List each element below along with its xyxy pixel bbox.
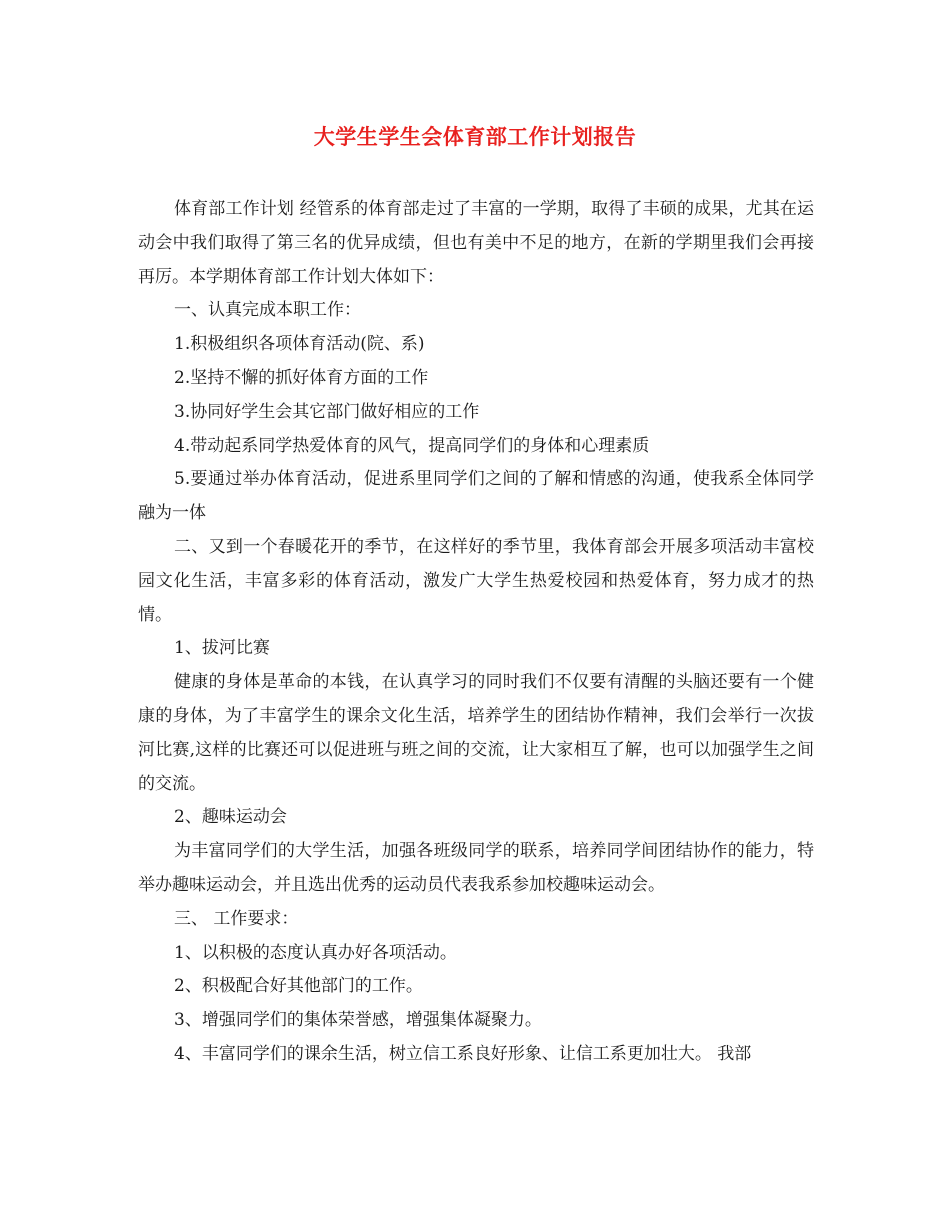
list-item: 2.坚持不懈的抓好体育方面的工作 (174, 367, 429, 388)
subheading-fun-games: 2、趣味运动会 (174, 807, 287, 828)
list-item: 3.协同好学生会其它部门做好相应的工作 (174, 401, 480, 422)
paragraph-fun-games: 为丰富同学们的大学生活，加强各班级同学的联系，培养同学间团结协作的能力，特举办趣味运动会，并且选出优秀的运动员代表我系参加校趣味运动会。 (138, 841, 814, 895)
document-body (138, 193, 814, 1072)
paragraph-tug-of-war: 健康的身体是革命的本钱，在认真学习的同时我们不仅要有清醒的头脑还要有一个健康的身体，为了丰富学生的课余文化生活，培养学生的团结协作精神，我们会举行一次拔河比赛,这样的比赛还可以促进班与班之间的交流，让大家相互了解，也可以加强学生之间的交流。 (138, 672, 814, 794)
list-item: 1.积极组织各项体育活动(院、系) (174, 334, 425, 355)
section-heading-1: 一、认真完成本职工作： (174, 300, 361, 321)
list-item: 2、积极配合好其他部门的工作。 (174, 976, 423, 997)
section-heading-2: 二、又到一个春暖花开的季节，在这样好的季节里，我体育部会开展多项活动丰富校园文化生活，丰富多彩的体育活动，激发广大学生热爱校园和热爱体育，努力成才的热情。 (138, 536, 814, 625)
document-title: 大学生学生会体育部工作计划报告 (313, 125, 637, 149)
list-item: 4.带动起系同学热爱体育的风气，提高同学们的身体和心理素质 (174, 435, 650, 456)
list-item: 3、增强同学们的集体荣誉感，增强集体凝聚力。 (174, 1010, 542, 1031)
subheading-tug-of-war: 1、拔河比赛 (174, 638, 270, 659)
list-item: 1、以积极的态度认真办好各项活动。 (174, 942, 457, 963)
paragraph-intro: 体育部工作计划 经管系的体育部走过了丰富的一学期，取得了丰硕的成果，尤其在运动会中我们取得了第三名的优异成绩，但也有美中不足的地方，在新的学期里我们会再接再厉。本学期体育部工作计划大体如下： (138, 199, 814, 287)
section-heading-3: 三、 工作要求： (174, 908, 299, 929)
list-item: 4、丰富同学们的课余生活，树立信工系良好形象、让信工系更加壮大。 我部 (174, 1043, 752, 1064)
list-item: 5.要通过举办体育活动，促进系里同学们之间的了解和情感的沟通，使我系全体同学融为一体 (138, 469, 814, 524)
